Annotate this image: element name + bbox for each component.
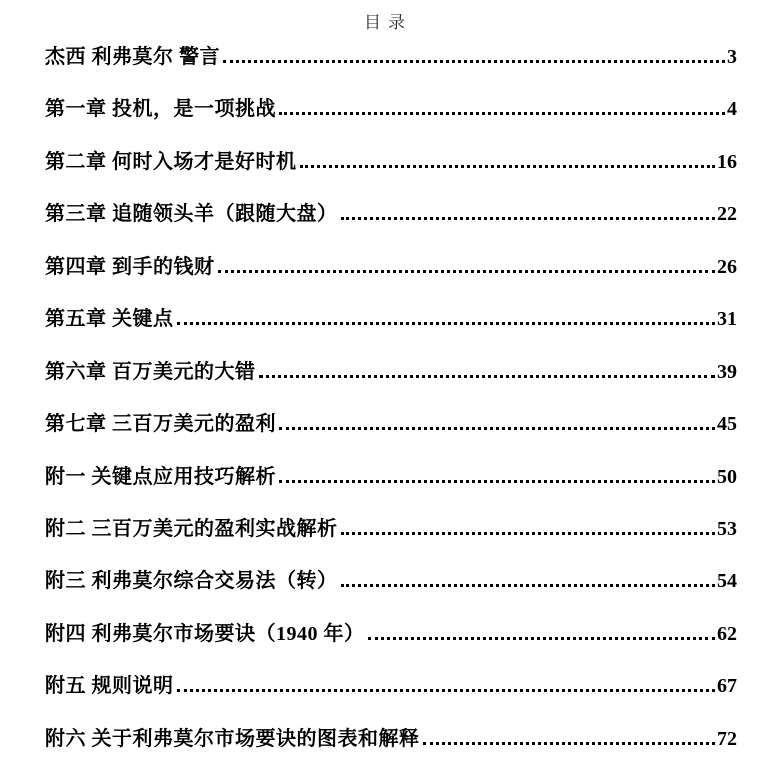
toc-entry-title: 第三章 追随领头羊（跟随大盘） bbox=[45, 203, 338, 226]
toc-entry-title: 附一 关键点应用技巧解析 bbox=[45, 465, 276, 488]
toc-entry-title: 第二章 何时入场才是好时机 bbox=[45, 150, 297, 173]
toc-entry[interactable] bbox=[45, 728, 737, 777]
toc-entry-title: 附五 规则说明 bbox=[45, 675, 174, 698]
toc-entry[interactable] bbox=[45, 98, 737, 150]
page-title: 目录 bbox=[364, 13, 412, 32]
toc-entry-page: 26 bbox=[717, 255, 737, 278]
toc-entry[interactable] bbox=[45, 308, 737, 360]
toc-entry[interactable] bbox=[45, 623, 737, 675]
toc-entry-page: 31 bbox=[717, 308, 737, 331]
toc-entry-page: 22 bbox=[717, 203, 737, 226]
toc-entry-title: 第七章 三百万美元的盈利 bbox=[45, 413, 276, 436]
toc-entry[interactable] bbox=[45, 466, 737, 518]
toc-entry-title: 附六 关于利弗莫尔市场要诀的图表和解释 bbox=[45, 727, 420, 750]
dot-leader bbox=[423, 742, 716, 745]
toc-entry[interactable] bbox=[45, 675, 737, 727]
toc-entry-page: 54 bbox=[717, 570, 737, 593]
dot-leader bbox=[341, 217, 716, 220]
toc-entry[interactable] bbox=[45, 361, 737, 413]
toc-entry-title: 附三 利弗莫尔综合交易法（转） bbox=[45, 570, 338, 593]
toc-entry-page: 67 bbox=[717, 675, 737, 698]
toc-entry[interactable] bbox=[45, 46, 737, 98]
toc-entry-title: 第一章 投机，是一项挑战 bbox=[45, 98, 276, 121]
dot-leader bbox=[259, 375, 716, 378]
toc-entry-title: 附四 利弗莫尔市场要诀（1940 年） bbox=[45, 622, 365, 645]
toc-entry-page: 4 bbox=[727, 98, 737, 121]
toc-entry-title: 第四章 到手的钱财 bbox=[45, 255, 215, 278]
toc-entry[interactable] bbox=[45, 151, 737, 203]
toc-entry-page: 72 bbox=[717, 727, 737, 750]
toc-entry-page: 50 bbox=[717, 465, 737, 488]
toc-entry[interactable] bbox=[45, 256, 737, 308]
dot-leader bbox=[279, 112, 725, 115]
toc-entry-page: 53 bbox=[717, 517, 737, 540]
dot-leader bbox=[300, 165, 716, 168]
toc-entry-page: 39 bbox=[717, 360, 737, 383]
toc-entry-title: 杰西 利弗莫尔 警言 bbox=[45, 46, 220, 68]
dot-leader bbox=[341, 584, 716, 587]
toc-list bbox=[45, 46, 737, 777]
dot-leader bbox=[177, 689, 716, 692]
toc-entry-title: 第六章 百万美元的大错 bbox=[45, 360, 256, 383]
toc-entry[interactable] bbox=[45, 518, 737, 570]
dot-leader bbox=[279, 480, 715, 483]
toc-entry-page: 62 bbox=[717, 622, 737, 645]
dot-leader bbox=[177, 322, 716, 325]
toc-entry-page: 45 bbox=[717, 413, 737, 436]
dot-leader bbox=[279, 427, 715, 430]
toc-entry[interactable] bbox=[45, 413, 737, 465]
dot-leader bbox=[218, 270, 716, 273]
dot-leader bbox=[223, 60, 725, 63]
toc-entry-page: 16 bbox=[717, 150, 737, 173]
toc-entry[interactable] bbox=[45, 570, 737, 622]
toc-entry-title: 第五章 关键点 bbox=[45, 308, 174, 331]
toc-entry-page: 3 bbox=[727, 46, 737, 68]
toc-entry-title: 附二 三百万美元的盈利实战解析 bbox=[45, 517, 338, 540]
dot-leader bbox=[368, 637, 716, 640]
dot-leader bbox=[341, 532, 716, 535]
toc-entry[interactable] bbox=[45, 203, 737, 255]
